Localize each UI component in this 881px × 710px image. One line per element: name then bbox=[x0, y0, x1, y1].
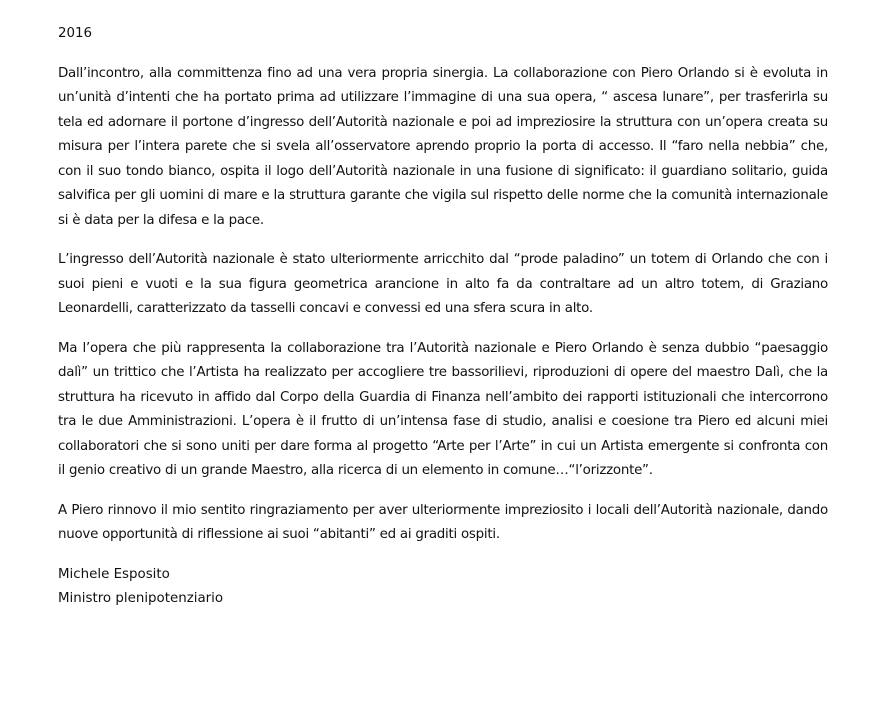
paragraph-collaboration: Dall’incontro, alla committenza fino ad una vera propria sinergia. La collaborazione con Piero Orlando si è evoluta in un’unità d’intenti che ha portato prima ad utilizzare l’immagine di una sua opera, “ ascesa lunare”, per trasferirla su tela ed adornare il portone d’ingresso dell’Autorità nazionale e poi ad impreziosire la struttura con un’opera creata su misura per l’intera parete che si svela all’osservatore aprendo proprio la porta di accesso. Il “faro nella nebbia” che, con il suo tondo bianco, ospita il logo dell’Autorità nazionale in una fusione di significato: il guardiano solitario, guida salvifica per gli uomini di mare e la struttura garante che vigila sul rispetto delle norme che la comunità internazionale si è data per la difesa e la pace. bbox=[58, 65, 828, 228]
signature-title: Ministro plenipotenziario bbox=[58, 591, 224, 606]
signature-name: Michele Esposito bbox=[58, 566, 170, 582]
paragraph-entrance: L’ingresso dell’Autorità nazionale è stato ulteriormente arricchito dal “prode paladino” un totem di Orlando che con i suoi pieni e vuoti e la sua figura geometrica arancione in alto fa da contraltare ad un altro totem, di Graziano Leonardelli, caratterizzato da tasselli concavi e convessi ed una sfera scura in alto. bbox=[58, 252, 828, 316]
paragraph-thanks: A Piero rinnovo il mio sentito ringraziamento per aver ulteriormente impreziosito i locali dell’Autorità nazionale, dando nuove opportunità di riflessione ai suoi “abitanti” ed ai graditi ospiti. bbox=[58, 502, 828, 542]
document-year: 2016 bbox=[58, 26, 93, 41]
paragraph-triptych: Ma l’opera che più rappresenta la collaborazione tra l’Autorità nazionale e Piero Orlando è senza dubbio “paesaggio dalì” un trittico che l’Artista ha realizzato per accogliere tre bassorilievi, riproduzioni di opere del maestro Dalì, che la struttura ha ricevuto in affido dal Corpo della Guardia di Finanza nell’ambito dei rapporti istituzionali che intercorrono tra le due Amministrazioni. L’opera è il frutto di un’intensa fase di studio, analisi e coesione tra Piero ed alcuni miei collaboratori che si sono uniti per dare forma al progetto “Arte per l’Arte” in cui un Artista emergente si confronta con il genio creativo di un grande Maestro, alla ricerca di un elemento in comune…“l’orizzonte”. bbox=[58, 340, 828, 478]
document-page bbox=[58, 22, 828, 612]
signature-block bbox=[58, 563, 828, 612]
